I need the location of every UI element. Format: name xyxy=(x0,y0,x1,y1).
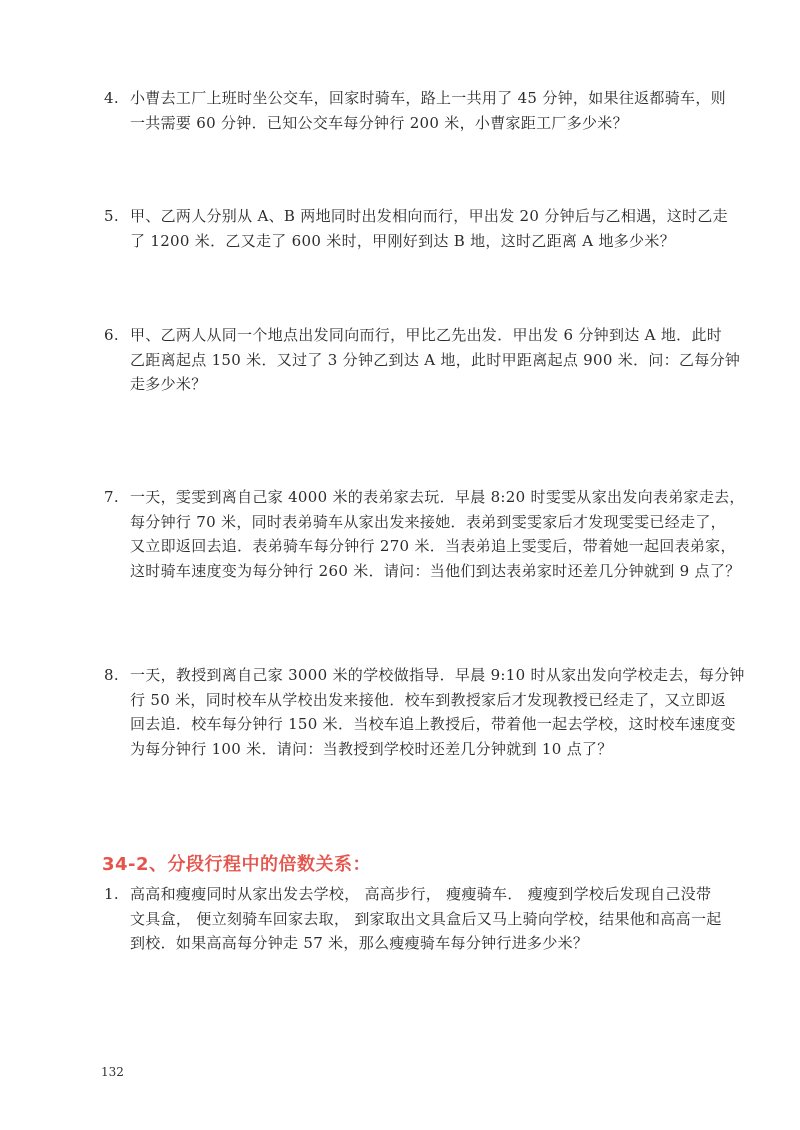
problem-text xyxy=(130,204,728,253)
problem-number: 5. xyxy=(104,207,119,225)
problem-line: 高高和瘦瘦同时从家出发去学校， 高高步行， 瘦瘦骑车． 瘦瘦到学校后发现自己没带 xyxy=(130,885,712,903)
problem-line: 行 50 米，同时校车从学校出发来接他．校车到教授家后才发现教授已经走了，又立即返 xyxy=(130,690,726,709)
problem-line: 了 1200 米．乙又走了 600 米时，甲刚好到达 B 地，这时乙距离 A 地多少米？ xyxy=(130,231,676,250)
problem-line: 每分钟行 70 米，同时表弟骑车从家出发来接她．表弟到雯雯家后才发现雯雯已经走了， xyxy=(130,512,726,531)
problem-line: 一天，教授到离自己家 3000 米的学校做指导．早晨 9:10 时从家出发向学校走去，每分钟 xyxy=(130,666,745,684)
problem-line: 乙距离起点 150 米．又过了 3 分钟乙到达 A 地，此时甲距离起点 900 米．问：乙每分钟 xyxy=(130,350,741,369)
problem-line: 甲、乙两人从同一个地点出发同向而行，甲比乙先出发．甲出发 6 分钟到达 A 地．此时 xyxy=(130,326,723,344)
problem-number: 8. xyxy=(104,666,119,684)
problem-line: 这时骑车速度变为每分钟行 260 米．请问：当他们到达表弟家时还差几分钟就到 9 点了？ xyxy=(130,561,741,580)
problem-5 xyxy=(104,204,728,253)
problem-text xyxy=(130,663,745,761)
problem-line: 一天，雯雯到离自己家 4000 米的表弟家去玩．早晨 8:20 时雯雯从家出发向表弟家走去， xyxy=(130,488,745,506)
problem-number: 7. xyxy=(104,488,119,506)
problem-6 xyxy=(104,323,741,397)
problem-7 xyxy=(104,485,745,583)
problem-text xyxy=(130,882,724,956)
problem-number: 6. xyxy=(104,326,119,344)
problem-line: 甲、乙两人分别从 A、B 两地同时出发相向而行，甲出发 20 分钟后与乙相遇，这时乙走 xyxy=(130,207,728,225)
problem-line: 小曹去工厂上班时坐公交车，回家时骑车，路上一共用了 45 分钟，如果往返都骑车，则 xyxy=(130,89,726,107)
problem-line: 走多少米？ xyxy=(130,375,207,393)
problem-line: 到校．如果高高每分钟走 57 米，那么瘦瘦骑车每分钟行进多少米？ xyxy=(130,934,589,952)
section-title: 34-2、分段行程中的倍数关系： xyxy=(102,854,372,875)
problem-text xyxy=(130,323,741,397)
problem-text xyxy=(130,86,724,135)
problem-line: 一共需要 60 分钟．已知公交车每分钟行 200 米，小曹家距工厂多少米？ xyxy=(130,113,628,132)
section-problem-1 xyxy=(104,882,724,956)
problem-number: 4. xyxy=(104,89,119,107)
problem-text xyxy=(130,485,745,583)
problem-line: 文具盒， 便立刻骑车回家去取， 到家取出文具盒后又马上骑向学校，结果他和高高一起 xyxy=(130,909,722,928)
page-number: 132 xyxy=(101,1065,124,1079)
problem-number: 1. xyxy=(104,885,119,903)
problem-line: 又立即返回去追．表弟骑车每分钟行 270 米．当表弟追上雯雯后，带着她一起回表弟家， xyxy=(130,537,736,555)
problem-line: 回去追．校车每分钟行 150 米．当校车追上教授后，带着他一起去学校，这时校车速度变 xyxy=(130,715,736,733)
problem-8 xyxy=(104,663,745,761)
problem-4 xyxy=(104,86,724,135)
problem-line: 为每分钟行 100 米．请问：当教授到学校时还差几分钟就到 10 点了？ xyxy=(130,739,613,758)
